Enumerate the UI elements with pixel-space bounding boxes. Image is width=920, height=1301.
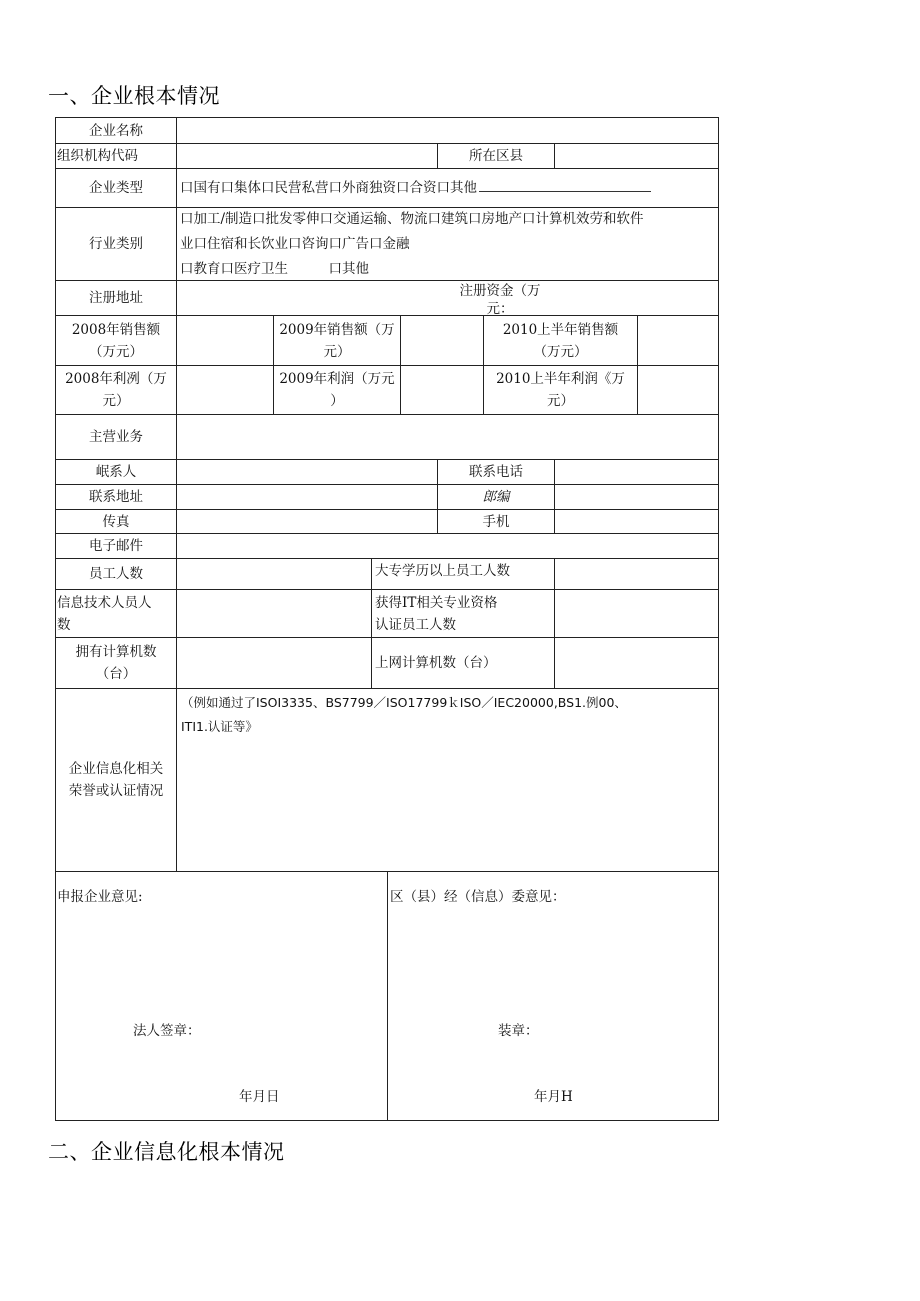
computers-field[interactable] xyxy=(176,637,372,689)
legal-person-signature-label: 法人签章： xyxy=(133,1023,201,1039)
company-name-label: 企业名称 xyxy=(55,117,177,144)
fax-field[interactable] xyxy=(176,509,438,534)
email-field[interactable] xyxy=(176,533,719,559)
section-title-informatization: 二、企业信息化根本情况 xyxy=(48,1140,285,1164)
honor-cert-field[interactable]: （例如通过了ISOI3335、BS7799／ISO17799ｋISO／IEC20000,BS1.例00、 ITI1.认证等》 xyxy=(176,688,719,872)
profit-2010h1-label: 2010上半年利润《万 元） xyxy=(483,365,638,415)
online-computers-field[interactable] xyxy=(554,637,719,689)
email-label: 电子邮件 xyxy=(55,533,177,559)
registration-form-table xyxy=(55,117,719,1121)
profit-2009-label: 2009年利润（万元 ） xyxy=(273,365,401,415)
district-label: 所在区县 xyxy=(437,143,555,169)
contact-address-label: 联系地址 xyxy=(55,484,177,510)
district-seal-label: 装章： xyxy=(498,1023,539,1039)
contact-person-field[interactable] xyxy=(176,459,438,485)
sales-2008-label: 2008年销售额 （万元） xyxy=(55,315,177,366)
staff-count-field[interactable] xyxy=(176,558,372,590)
applicant-date-label: 年月日 xyxy=(239,1089,280,1105)
it-cert-staff-field[interactable] xyxy=(554,589,719,638)
industry-label: 行业类别 xyxy=(55,207,177,281)
contact-phone-field[interactable] xyxy=(554,459,719,485)
district-opinion-box[interactable]: 区（县）经（信息）委意见： xyxy=(387,871,719,1121)
company-type-label: 企业类型 xyxy=(55,168,177,208)
staff-count-label: 员工人数 xyxy=(55,558,177,590)
main-business-field[interactable] xyxy=(176,414,719,460)
it-staff-field[interactable] xyxy=(176,589,372,638)
college-staff-label: 大专学历以上员工人数 xyxy=(371,558,555,590)
profit-2008-field[interactable] xyxy=(176,365,274,415)
sales-2008-field[interactable] xyxy=(176,315,274,366)
profit-2009-field[interactable] xyxy=(400,365,484,415)
postcode-field[interactable] xyxy=(554,484,719,510)
profit-2008-label: 2008年利冽（万 元） xyxy=(55,365,177,415)
sales-2010h1-label: 2010上半年销售额 （万元） xyxy=(483,315,638,366)
contact-address-field[interactable] xyxy=(176,484,438,510)
it-staff-label: 信息技术人员人 数 xyxy=(55,589,177,638)
contact-person-label: 岷系人 xyxy=(55,459,177,485)
computers-label: 拥有计算机数 （台） xyxy=(55,637,177,689)
reg-capital-label: 注册资金（万 元： xyxy=(459,283,541,317)
section-title-basic-info: 一、企业根本情况 xyxy=(48,84,220,108)
org-code-field[interactable] xyxy=(176,143,438,169)
fax-label: 传真 xyxy=(55,509,177,534)
sales-2009-field[interactable] xyxy=(400,315,484,366)
reg-address-label: 注册地址 xyxy=(55,280,177,316)
company-type-options[interactable]: 口国有口集体口民营私营口外商独资口合资口其他 xyxy=(176,168,719,208)
postcode-label: 郎编 xyxy=(437,484,555,510)
industry-options[interactable]: 口加工/制造口批发零伸口交通运输、物流口建筑口房地产口计算机效劳和软件 业口住宿和长饮业口咨询口广告口金融 口教育口医疗卫生 口其他 xyxy=(176,207,719,281)
sales-2010h1-field[interactable] xyxy=(637,315,719,366)
profit-2010h1-field[interactable] xyxy=(637,365,719,415)
district-date-label: 年月H xyxy=(534,1089,573,1105)
mobile-field[interactable] xyxy=(554,509,719,534)
college-staff-field[interactable] xyxy=(554,558,719,590)
mobile-label: 手机 xyxy=(437,509,555,534)
online-computers-label: 上网计算机数（台） xyxy=(371,637,555,689)
honor-cert-label: 企业信息化相关 荣誉或认证情况 xyxy=(55,688,177,872)
main-business-label: 主营业务 xyxy=(55,414,177,460)
company-name-field[interactable] xyxy=(176,117,719,144)
contact-phone-label: 联系电话 xyxy=(437,459,555,485)
other-type-blank[interactable] xyxy=(479,177,651,192)
sales-2009-label: 2009年销售额（万 元） xyxy=(273,315,401,366)
district-field[interactable] xyxy=(554,143,719,169)
applicant-opinion-box[interactable]: 申报企业意见: xyxy=(55,871,388,1121)
it-cert-staff-label: 获得IT相关专业资格 认证员工人数 xyxy=(371,589,555,638)
org-code-label: 组织机构代码 xyxy=(55,143,177,169)
